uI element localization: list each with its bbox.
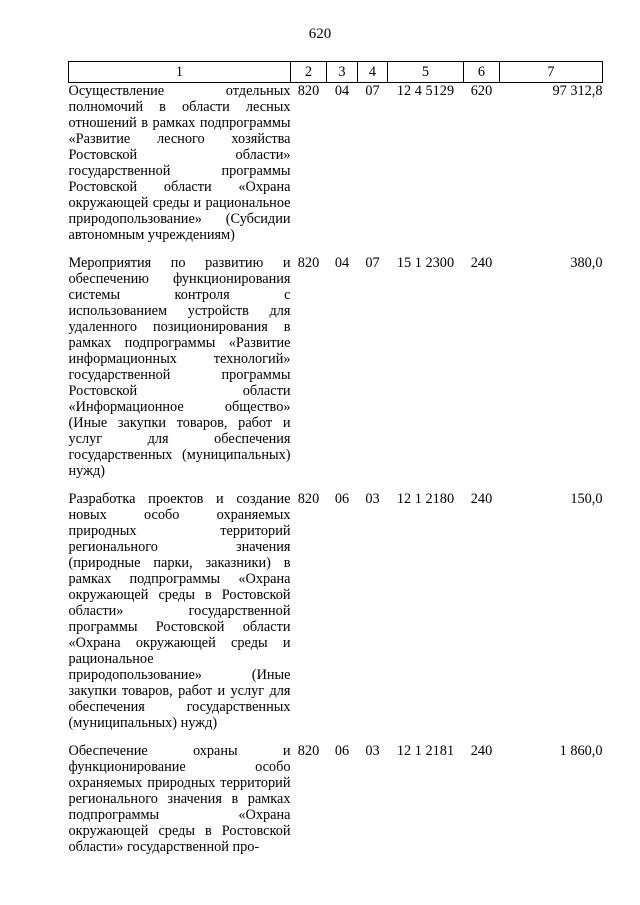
subsection-code: 07 [365,255,380,271]
table-row [69,255,603,491]
target-article-code: 12 1 2180 [396,491,455,507]
section-code: 06 [334,491,350,507]
column-header-7: 7 [500,62,603,83]
column-header-5: 5 [388,62,464,83]
target-article-code: 12 4 5129 [396,83,455,99]
target-article-code: 15 1 2300 [396,255,455,271]
page-number: 620 [308,26,332,42]
subsection-code: 07 [365,83,380,99]
ministry-code: 820 [297,743,320,759]
table-row [69,491,603,743]
section-code: 04 [334,255,350,271]
column-header-2: 2 [291,62,327,83]
amount: 380,0 [570,255,603,271]
ministry-code: 820 [297,491,320,507]
column-header-4: 4 [358,62,388,83]
column-header-1: 1 [69,62,291,83]
row-description: Осуществление отдельных полномочий в области лесных отношений в рамках подпрограммы «Развитие лесного хозяйства Ростовской области» государственной программы Ростовской области «Охрана окружающей среды и рациональное природопользование» (Субсидии автономным учреждениям) [68,83,291,243]
expense-type-code: 240 [470,491,493,507]
expense-type-code: 240 [470,743,493,759]
ministry-code: 820 [297,83,320,99]
budget-table [68,61,603,867]
amount: 1 860,0 [559,743,603,759]
row-description: Мероприятия по развитию и обеспечению функционирования системы контроля с использованием устройств для удаленного позиционирования в рамках подпрограммы «Развитие информационных технологий» государственной программы Ростовской области «Информационное общество» (Иные закупки товаров, работ и услуг для обеспечения государственных (муниципальных) нужд) [68,255,291,479]
subsection-code: 03 [365,743,380,759]
ministry-code: 820 [297,255,320,271]
table-header-row [69,62,603,83]
section-code: 04 [334,83,350,99]
amount: 97 312,8 [552,83,603,99]
column-header-6: 6 [464,62,500,83]
table-row [69,83,603,256]
column-header-3: 3 [327,62,358,83]
table-row [69,743,603,867]
row-description: Разработка проектов и создание новых особо охраняемых природных территорий регионального значения (природные парки, заказники) в рамках подпрограммы «Охрана окружающей среды в Ростовской области» государственной программы Ростовской области «Охрана окружающей среды и рациональное природопользование» (Иные закупки товаров, работ и услуг для обеспечения государственных (муниципальных) нужд) [68,491,291,731]
section-code: 06 [334,743,350,759]
subsection-code: 03 [365,491,380,507]
expense-type-code: 240 [470,255,493,271]
expense-type-code: 620 [470,83,493,99]
target-article-code: 12 1 2181 [396,743,455,759]
amount: 150,0 [570,491,603,507]
row-description: Обеспечение охраны и функционирование особо охраняемых природных территорий регионального значения в рамках подпрограммы «Охрана окружающей среды в Ростовской области» государственной про- [68,743,291,855]
